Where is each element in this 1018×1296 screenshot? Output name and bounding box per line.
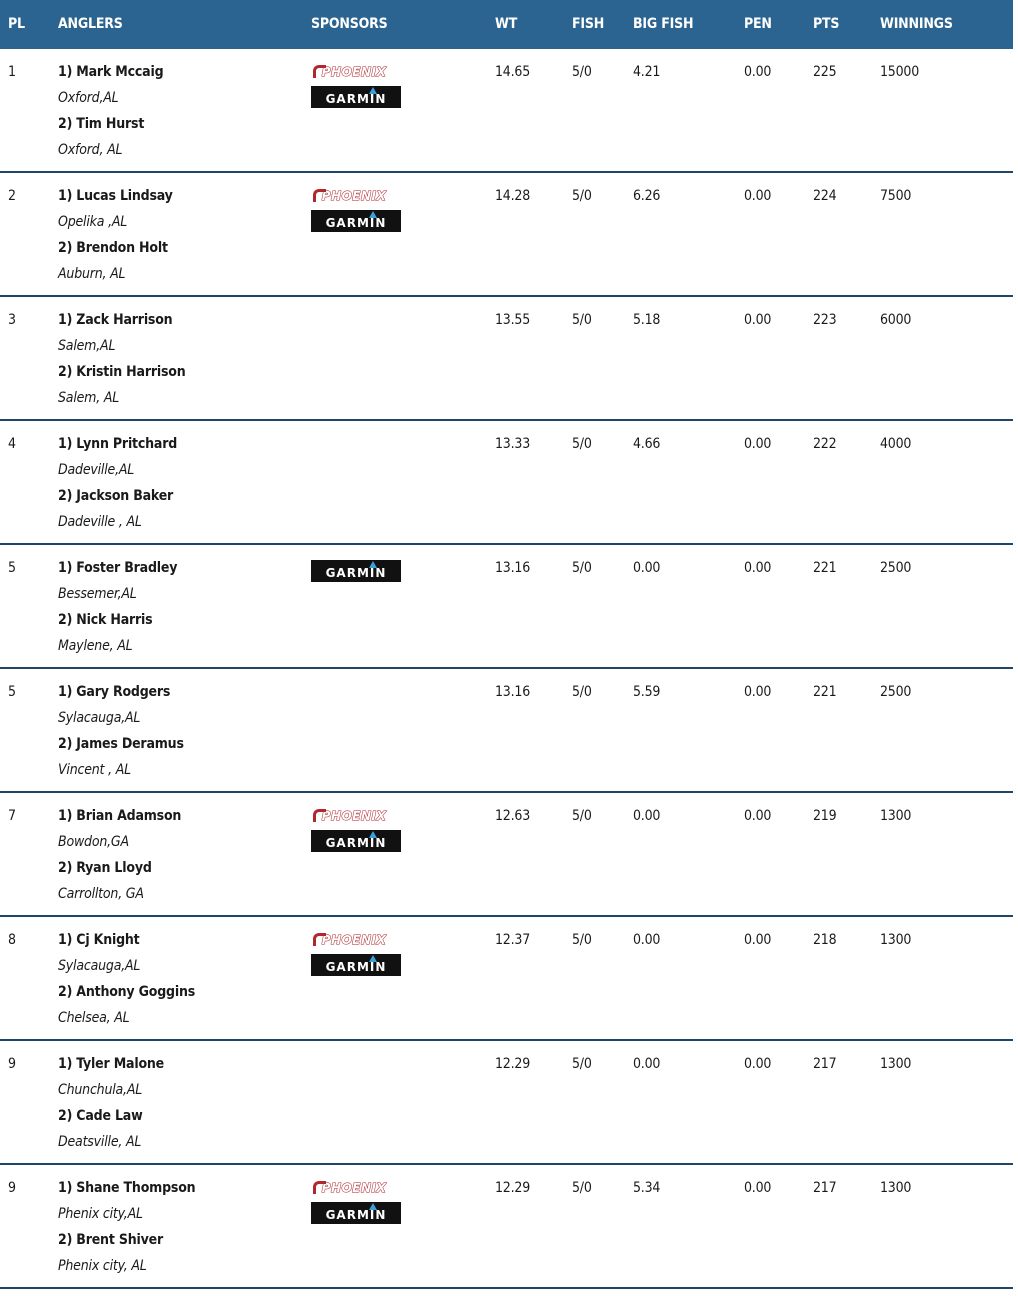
- phoenix-sponsor-logo[interactable]: PHOENIX: [311, 932, 397, 948]
- table-row: [0, 669, 1013, 793]
- big-fish: 0.00: [633, 932, 661, 948]
- angler-1-hometown: Salem,AL: [58, 338, 116, 354]
- anglers: [58, 669, 311, 791]
- angler-2-hometown: Salem, AL: [58, 390, 120, 406]
- fish-count: 5/0: [572, 188, 592, 204]
- big-fish: 6.26: [633, 188, 661, 204]
- angler-1-hometown: Oxford,AL: [58, 90, 119, 106]
- big-fish: 5.59: [633, 684, 661, 700]
- angler-1-name[interactable]: 1) Cj Knight: [58, 932, 140, 948]
- weight: 14.65: [495, 64, 531, 80]
- angler-2-name[interactable]: 2) Brendon Holt: [58, 240, 168, 256]
- winnings: 2500: [880, 560, 912, 576]
- garmin-triangle-icon: [369, 211, 377, 218]
- penalty: 0.00: [744, 436, 772, 452]
- sponsors: [311, 793, 495, 915]
- place: 9: [8, 1180, 16, 1196]
- angler-2-hometown: Vincent , AL: [58, 762, 131, 778]
- penalty: 0.00: [744, 188, 772, 204]
- garmin-sponsor-logo[interactable]: GARMIN: [311, 954, 401, 976]
- angler-2-name[interactable]: 2) Ryan Lloyd: [58, 860, 152, 876]
- table-row: [0, 1041, 1013, 1165]
- winnings: 4000: [880, 436, 912, 452]
- weight: 13.33: [495, 436, 531, 452]
- penalty: 0.00: [744, 808, 772, 824]
- angler-1-hometown: Sylacauga,AL: [58, 710, 141, 726]
- penalty: 0.00: [744, 932, 772, 948]
- winnings: 1300: [880, 1180, 912, 1196]
- angler-1-hometown: Bowdon,GA: [58, 834, 129, 850]
- header-pen[interactable]: PEN: [744, 16, 772, 32]
- anglers: [58, 297, 311, 419]
- weight: 12.29: [495, 1056, 531, 1072]
- garmin-triangle-icon: [369, 955, 377, 962]
- points: 219: [813, 808, 837, 824]
- winnings: 1300: [880, 1056, 912, 1072]
- place: 5: [8, 560, 16, 576]
- table-row: [0, 297, 1013, 421]
- sponsors: [311, 49, 495, 171]
- points: 217: [813, 1056, 837, 1072]
- sponsors: [311, 1041, 495, 1163]
- place: 8: [8, 932, 16, 948]
- angler-2-hometown: Maylene, AL: [58, 638, 133, 654]
- table-header: [0, 0, 1013, 49]
- angler-1-name[interactable]: 1) Lynn Pritchard: [58, 436, 178, 452]
- angler-2-name[interactable]: 2) Cade Law: [58, 1108, 143, 1124]
- angler-1-hometown: Dadeville,AL: [58, 462, 135, 478]
- big-fish: 0.00: [633, 1056, 661, 1072]
- weight: 13.16: [495, 560, 531, 576]
- fish-count: 5/0: [572, 808, 592, 824]
- angler-2-hometown: Auburn, AL: [58, 266, 126, 282]
- anglers: [58, 545, 311, 667]
- header-anglers[interactable]: ANGLERS: [58, 16, 123, 32]
- angler-1-hometown: Sylacauga,AL: [58, 958, 141, 974]
- sponsors: [311, 1165, 495, 1287]
- winnings: 2500: [880, 684, 912, 700]
- points: 217: [813, 1180, 837, 1196]
- penalty: 0.00: [744, 64, 772, 80]
- points: 223: [813, 312, 837, 328]
- header-sponsors[interactable]: SPONSORS: [311, 16, 388, 32]
- place: 4: [8, 436, 16, 452]
- garmin-sponsor-logo[interactable]: GARMIN: [311, 86, 401, 108]
- sponsors: [311, 545, 495, 667]
- angler-2-hometown: Deatsville, AL: [58, 1134, 142, 1150]
- garmin-sponsor-logo[interactable]: GARMIN: [311, 210, 401, 232]
- place: 7: [8, 808, 16, 824]
- garmin-triangle-icon: [369, 561, 377, 568]
- angler-2-hometown: Oxford, AL: [58, 142, 123, 158]
- winnings: 1300: [880, 932, 912, 948]
- points: 221: [813, 684, 837, 700]
- angler-2-name[interactable]: 2) Kristin Harrison: [58, 364, 186, 380]
- anglers: [58, 49, 311, 171]
- table-row: [0, 793, 1013, 917]
- big-fish: 4.21: [633, 64, 661, 80]
- fish-count: 5/0: [572, 932, 592, 948]
- anglers: [58, 173, 311, 295]
- weight: 12.63: [495, 808, 531, 824]
- fish-count: 5/0: [572, 1056, 592, 1072]
- sponsors: [311, 173, 495, 295]
- points: 225: [813, 64, 837, 80]
- angler-2-name[interactable]: 2) Brent Shiver: [58, 1232, 163, 1248]
- angler-2-hometown: Chelsea, AL: [58, 1010, 130, 1026]
- penalty: 0.00: [744, 312, 772, 328]
- angler-2-hometown: Phenix city, AL: [58, 1258, 147, 1274]
- garmin-triangle-icon: [369, 831, 377, 838]
- header-fish[interactable]: FISH: [572, 16, 605, 32]
- place: 1: [8, 64, 16, 80]
- header-big-fish[interactable]: BIG FISH: [633, 16, 694, 32]
- table-row: [0, 49, 1013, 173]
- table-body: [0, 49, 1013, 1289]
- sponsors: [311, 917, 495, 1039]
- big-fish: 0.00: [633, 560, 661, 576]
- angler-1-hometown: Chunchula,AL: [58, 1082, 143, 1098]
- angler-1-name[interactable]: 1) Brian Adamson: [58, 808, 182, 824]
- penalty: 0.00: [744, 560, 772, 576]
- angler-1-hometown: Bessemer,AL: [58, 586, 137, 602]
- weight: 13.16: [495, 684, 531, 700]
- angler-2-name[interactable]: 2) Nick Harris: [58, 612, 153, 628]
- header-pl[interactable]: PL: [8, 16, 25, 32]
- garmin-sponsor-logo[interactable]: GARMIN: [311, 1202, 401, 1224]
- sponsors: [311, 669, 495, 791]
- points: 224: [813, 188, 837, 204]
- angler-1-name[interactable]: 1) Mark Mccaig: [58, 64, 164, 80]
- sponsors: [311, 297, 495, 419]
- angler-2-name[interactable]: 2) Anthony Goggins: [58, 984, 196, 1000]
- points: 221: [813, 560, 837, 576]
- place: 3: [8, 312, 16, 328]
- header-wt[interactable]: WT: [495, 16, 518, 32]
- big-fish: 5.34: [633, 1180, 661, 1196]
- angler-1-hometown: Opelika ,AL: [58, 214, 128, 230]
- header-pts[interactable]: PTS: [813, 16, 840, 32]
- angler-1-name[interactable]: 1) Gary Rodgers: [58, 684, 171, 700]
- anglers: [58, 917, 311, 1039]
- winnings: 7500: [880, 188, 912, 204]
- points: 218: [813, 932, 837, 948]
- angler-2-hometown: Dadeville , AL: [58, 514, 142, 530]
- big-fish: 0.00: [633, 808, 661, 824]
- place: 5: [8, 684, 16, 700]
- big-fish: 5.18: [633, 312, 661, 328]
- weight: 13.55: [495, 312, 531, 328]
- table-row: [0, 1165, 1013, 1289]
- penalty: 0.00: [744, 1180, 772, 1196]
- angler-2-name[interactable]: 2) Jackson Baker: [58, 488, 174, 504]
- garmin-sponsor-logo[interactable]: GARMIN: [311, 830, 401, 852]
- anglers: [58, 1041, 311, 1163]
- penalty: 0.00: [744, 1056, 772, 1072]
- phoenix-sponsor-logo[interactable]: PHOENIX: [311, 64, 397, 80]
- phoenix-sponsor-logo[interactable]: PHOENIX: [311, 1180, 397, 1196]
- table-row: [0, 421, 1013, 545]
- angler-1-name[interactable]: 1) Foster Bradley: [58, 560, 178, 576]
- table-row: [0, 917, 1013, 1041]
- weight: 14.28: [495, 188, 531, 204]
- angler-1-name[interactable]: 1) Tyler Malone: [58, 1056, 165, 1072]
- winnings: 6000: [880, 312, 912, 328]
- angler-1-name[interactable]: 1) Lucas Lindsay: [58, 188, 173, 204]
- garmin-sponsor-logo[interactable]: GARMIN: [311, 560, 401, 582]
- place: 2: [8, 188, 16, 204]
- penalty: 0.00: [744, 684, 772, 700]
- angler-1-name[interactable]: 1) Shane Thompson: [58, 1180, 196, 1196]
- anglers: [58, 1165, 311, 1287]
- angler-2-hometown: Carrollton, GA: [58, 886, 144, 902]
- anglers: [58, 793, 311, 915]
- garmin-triangle-icon: [369, 1203, 377, 1210]
- fish-count: 5/0: [572, 560, 592, 576]
- angler-1-name[interactable]: 1) Zack Harrison: [58, 312, 173, 328]
- points: 222: [813, 436, 837, 452]
- weight: 12.29: [495, 1180, 531, 1196]
- garmin-triangle-icon: [369, 87, 377, 94]
- angler-2-name[interactable]: 2) James Deramus: [58, 736, 184, 752]
- header-winnings[interactable]: WINNINGS: [880, 16, 953, 32]
- fish-count: 5/0: [572, 436, 592, 452]
- phoenix-sponsor-logo[interactable]: PHOENIX: [311, 808, 397, 824]
- fish-count: 5/0: [572, 1180, 592, 1196]
- place: 9: [8, 1056, 16, 1072]
- phoenix-sponsor-logo[interactable]: PHOENIX: [311, 188, 397, 204]
- angler-1-hometown: Phenix city,AL: [58, 1206, 143, 1222]
- big-fish: 4.66: [633, 436, 661, 452]
- angler-2-name[interactable]: 2) Tim Hurst: [58, 116, 145, 132]
- anglers: [58, 421, 311, 543]
- winnings: 1300: [880, 808, 912, 824]
- winnings: 15000: [880, 64, 920, 80]
- table-row: [0, 173, 1013, 297]
- fish-count: 5/0: [572, 64, 592, 80]
- fish-count: 5/0: [572, 684, 592, 700]
- fish-count: 5/0: [572, 312, 592, 328]
- weight: 12.37: [495, 932, 531, 948]
- sponsors: [311, 421, 495, 543]
- table-row: [0, 545, 1013, 669]
